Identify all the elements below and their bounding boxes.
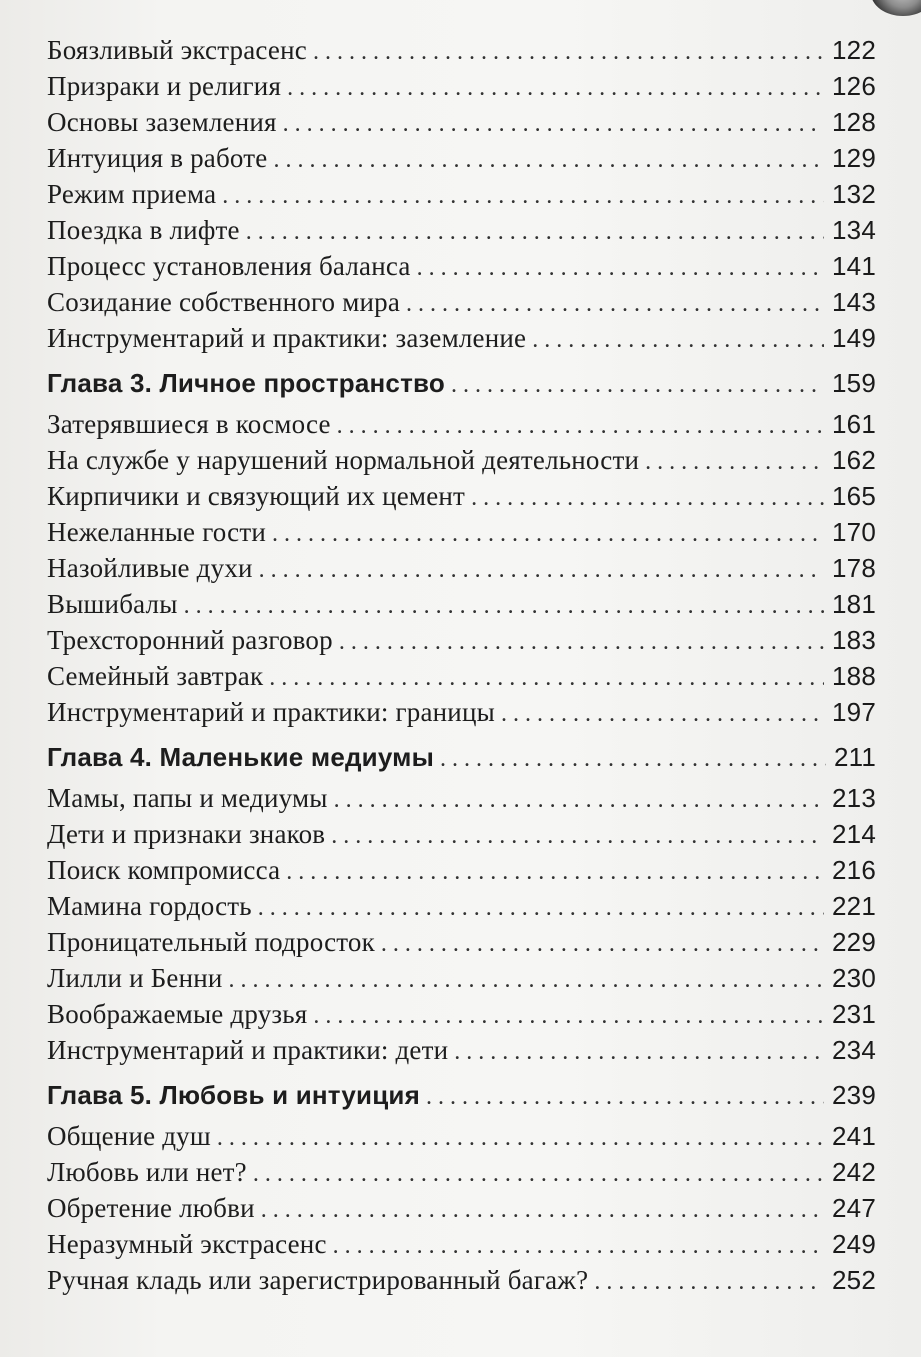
toc-entry xyxy=(47,104,876,140)
page-number: 159 xyxy=(832,368,876,398)
dot-leader xyxy=(287,70,824,106)
dot-leader xyxy=(269,660,824,696)
entry-title: Инструментарий и практики: заземление xyxy=(47,323,527,353)
dot-leader xyxy=(184,588,824,624)
entry-title: Общение душ xyxy=(47,1121,211,1151)
toc-entry xyxy=(47,852,876,888)
page-number: 247 xyxy=(832,1193,876,1223)
entry-title: Неразумный экстрасенс xyxy=(47,1229,327,1259)
dot-leader xyxy=(440,738,826,780)
page-number: 181 xyxy=(832,589,876,619)
toc-chapter-heading xyxy=(47,1074,876,1116)
chapter-title: Глава 5. Любовь и интуиция xyxy=(47,1080,420,1110)
toc-entry xyxy=(47,622,876,658)
page-number: 141 xyxy=(832,251,876,281)
dot-leader xyxy=(259,552,824,588)
page-number: 197 xyxy=(832,697,876,727)
page-number: 230 xyxy=(832,963,876,993)
dot-leader xyxy=(258,890,824,926)
toc-entry xyxy=(47,924,876,960)
toc-entry xyxy=(47,1262,876,1298)
entry-title: Поиск компромисса xyxy=(47,855,281,885)
page-number: 161 xyxy=(832,409,876,439)
dot-leader xyxy=(261,1192,824,1228)
toc-entry xyxy=(47,1190,876,1226)
toc-entry xyxy=(47,32,876,68)
page-number: 214 xyxy=(832,819,876,849)
toc-entry xyxy=(47,780,876,816)
page-number: 129 xyxy=(832,143,876,173)
dot-leader xyxy=(333,1228,824,1264)
page-number: 170 xyxy=(832,517,876,547)
toc-entry xyxy=(47,960,876,996)
toc-entry xyxy=(47,1032,876,1068)
toc-entry xyxy=(47,1118,876,1154)
entry-title: Процесс установления баланса xyxy=(47,251,411,281)
toc-entry xyxy=(47,478,876,514)
entry-title: Дети и признаки знаков xyxy=(47,819,326,849)
dot-leader xyxy=(337,408,824,444)
toc-entry xyxy=(47,284,876,320)
entry-title: Инструментарий и практики: дети xyxy=(47,1035,449,1065)
toc-entry xyxy=(47,1226,876,1262)
entry-title: Кирпичики и связующий их цемент xyxy=(47,481,466,511)
entry-title: Затерявшиеся в космосе xyxy=(47,409,331,439)
entry-title: Проницательный подросток xyxy=(47,927,375,957)
page-number: 149 xyxy=(832,323,876,353)
page-number: 229 xyxy=(832,927,876,957)
page-number: 143 xyxy=(832,287,876,317)
dot-leader xyxy=(272,516,824,552)
page-number: 242 xyxy=(832,1157,876,1187)
dot-leader xyxy=(454,1034,824,1070)
dot-leader xyxy=(222,178,824,214)
entry-title: Созидание собственного мира xyxy=(47,287,401,317)
toc-entry xyxy=(47,658,876,694)
toc-entry xyxy=(47,888,876,924)
toc-entry xyxy=(47,1154,876,1190)
page-number: 188 xyxy=(832,661,876,691)
page-number: 128 xyxy=(832,107,876,137)
dot-leader xyxy=(339,624,824,660)
page-number: 122 xyxy=(832,35,876,65)
dot-leader xyxy=(273,142,824,178)
dot-leader xyxy=(217,1120,824,1156)
page-number: 234 xyxy=(832,1035,876,1065)
entry-title: Воображаемые друзья xyxy=(47,999,308,1029)
toc-entry xyxy=(47,212,876,248)
entry-title: Нежеланные гости xyxy=(47,517,267,547)
entry-title: Режим приема xyxy=(47,179,217,209)
dot-leader xyxy=(417,250,824,286)
table-of-contents xyxy=(47,32,876,1298)
entry-title: Любовь или нет? xyxy=(47,1157,247,1187)
page-number: 165 xyxy=(832,481,876,511)
toc-entry xyxy=(47,140,876,176)
toc-entry xyxy=(47,248,876,284)
dot-leader xyxy=(313,34,824,70)
entry-title: Мамина гордость xyxy=(47,891,252,921)
entry-title: Интуиция в работе xyxy=(47,143,268,173)
page-number: 162 xyxy=(832,445,876,475)
toc-entry xyxy=(47,442,876,478)
dot-leader xyxy=(334,782,824,818)
page-number: 249 xyxy=(832,1229,876,1259)
page-number: 213 xyxy=(832,783,876,813)
dot-leader xyxy=(286,854,824,890)
page-number: 132 xyxy=(832,179,876,209)
dot-leader xyxy=(426,1076,824,1118)
chapter-title: Глава 4. Маленькие медиумы xyxy=(47,742,435,772)
entry-title: Вышибалы xyxy=(47,589,178,619)
entry-title: Боязливый экстрасенс xyxy=(47,35,307,65)
toc-entry xyxy=(47,406,876,442)
dot-leader xyxy=(406,286,824,322)
entry-title: Основы заземления xyxy=(47,107,277,137)
chapter-title: Глава 3. Личное пространство xyxy=(47,368,445,398)
corner-object xyxy=(871,0,921,16)
toc-chapter-heading xyxy=(47,736,876,778)
dot-leader xyxy=(331,818,824,854)
dot-leader xyxy=(471,480,824,516)
toc-entry xyxy=(47,514,876,550)
page-number: 211 xyxy=(833,742,876,772)
entry-title: Ручная кладь или зарегистрированный багаж? xyxy=(47,1265,589,1295)
toc-entry xyxy=(47,550,876,586)
toc-entry xyxy=(47,68,876,104)
dot-leader xyxy=(532,322,824,358)
dot-leader xyxy=(229,962,824,998)
entry-title: Семейный завтрак xyxy=(47,661,264,691)
dot-leader xyxy=(381,926,824,962)
toc-entry xyxy=(47,320,876,356)
entry-title: Поездка в лифте xyxy=(47,215,240,245)
dot-leader xyxy=(313,998,824,1034)
page-number: 134 xyxy=(832,215,876,245)
dot-leader xyxy=(645,444,824,480)
entry-title: Трехсторонний разговор xyxy=(47,625,333,655)
page-number: 241 xyxy=(832,1121,876,1151)
toc-entry xyxy=(47,694,876,730)
page-number: 216 xyxy=(832,855,876,885)
toc-entry xyxy=(47,176,876,212)
dot-leader xyxy=(283,106,824,142)
entry-title: Лилли и Бенни xyxy=(47,963,223,993)
entry-title: Инструментарий и практики: границы xyxy=(47,697,495,727)
dot-leader xyxy=(246,214,824,250)
page-number: 183 xyxy=(832,625,876,655)
dot-leader xyxy=(594,1264,824,1300)
entry-title: На службе у нарушений нормальной деятельности xyxy=(47,445,640,475)
page-number: 221 xyxy=(832,891,876,921)
toc-entry xyxy=(47,586,876,622)
dot-leader xyxy=(253,1156,824,1192)
entry-title: Обретение любви xyxy=(47,1193,255,1223)
page-number: 231 xyxy=(832,999,876,1029)
page-number: 252 xyxy=(832,1265,876,1295)
page-number: 239 xyxy=(832,1080,876,1110)
dot-leader xyxy=(501,696,824,732)
toc-chapter-heading xyxy=(47,362,876,404)
entry-title: Призраки и религия xyxy=(47,71,282,101)
toc-entry xyxy=(47,816,876,852)
dot-leader xyxy=(451,364,824,406)
page-number: 126 xyxy=(832,71,876,101)
entry-title: Мамы, папы и медиумы xyxy=(47,783,328,813)
entry-title: Назойливые духи xyxy=(47,553,253,583)
toc-entry xyxy=(47,996,876,1032)
page-number: 178 xyxy=(832,553,876,583)
